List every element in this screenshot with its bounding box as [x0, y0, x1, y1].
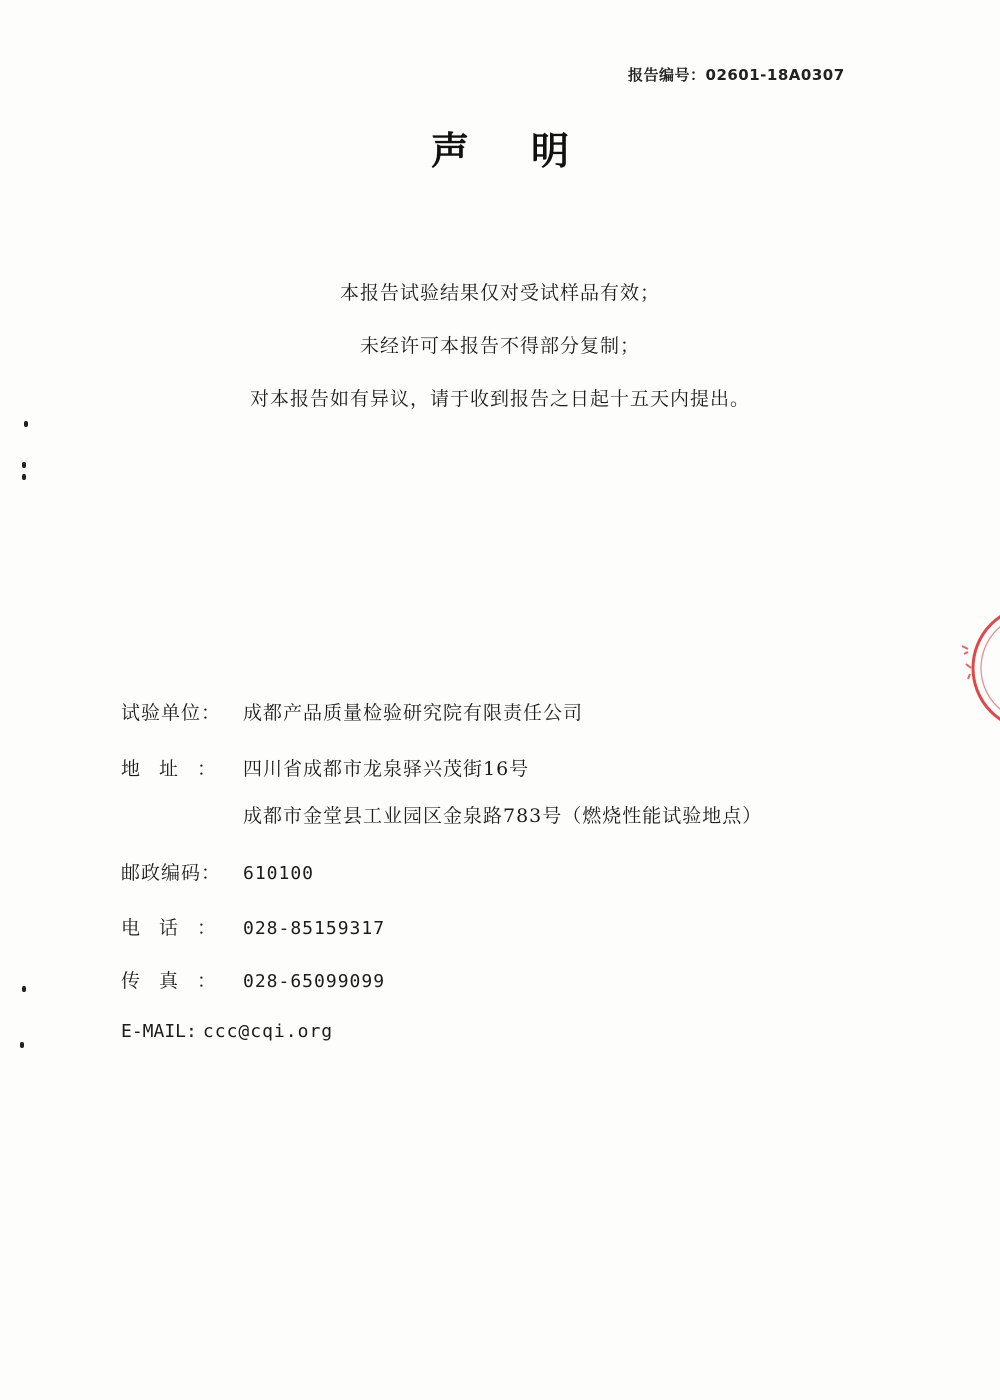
address-label: 地址：	[121, 758, 217, 780]
postcode-value: 610100	[243, 863, 315, 884]
phone-label: 电话：	[121, 917, 217, 939]
scan-mark	[20, 1042, 24, 1048]
scan-mark	[22, 474, 26, 480]
info-row-address-2	[243, 801, 762, 828]
email-label: E-MAIL:	[121, 1021, 197, 1042]
address-value-1: 四川省成都市龙泉驿兴茂街16号	[243, 758, 530, 780]
fax-value: 028-65099099	[243, 971, 386, 992]
info-row-postcode	[121, 858, 314, 885]
scan-mark	[22, 462, 26, 468]
statements	[0, 278, 1000, 437]
stamp-seal	[940, 598, 1000, 738]
scan-mark	[24, 421, 28, 427]
info-row-address	[121, 754, 529, 781]
statement-line: 未经许可本报告不得部分复制；	[359, 335, 640, 357]
statement-line: 对本报告如有异议，请于收到报告之日起十五天内提出。	[249, 388, 750, 410]
report-number: 报告编号：02601-18A0307	[628, 66, 845, 84]
statement-line: 本报告试验结果仅对受试样品有效；	[339, 282, 660, 304]
address-value-2: 成都市金堂县工业园区金泉路783号（燃烧性能试验地点）	[243, 805, 763, 827]
fax-label: 传真：	[121, 970, 217, 992]
scan-mark	[22, 986, 26, 992]
info-row-fax	[121, 966, 385, 993]
info-row-unit	[121, 698, 583, 725]
phone-value: 028-85159317	[243, 918, 386, 939]
stamp-outer-ring	[973, 606, 1000, 730]
email-value: ccc@cqi.org	[202, 1021, 334, 1042]
unit-label: 试验单位：	[121, 702, 222, 724]
page-title: 声明	[430, 129, 631, 173]
info-row-email	[121, 1020, 333, 1042]
unit-value: 成都产品质量检验研究院有限责任公司	[243, 702, 584, 724]
info-row-phone	[121, 913, 385, 940]
stamp-inner-ring	[981, 614, 1000, 722]
postcode-label: 邮政编码：	[121, 862, 222, 884]
stamp-mark	[962, 646, 971, 679]
